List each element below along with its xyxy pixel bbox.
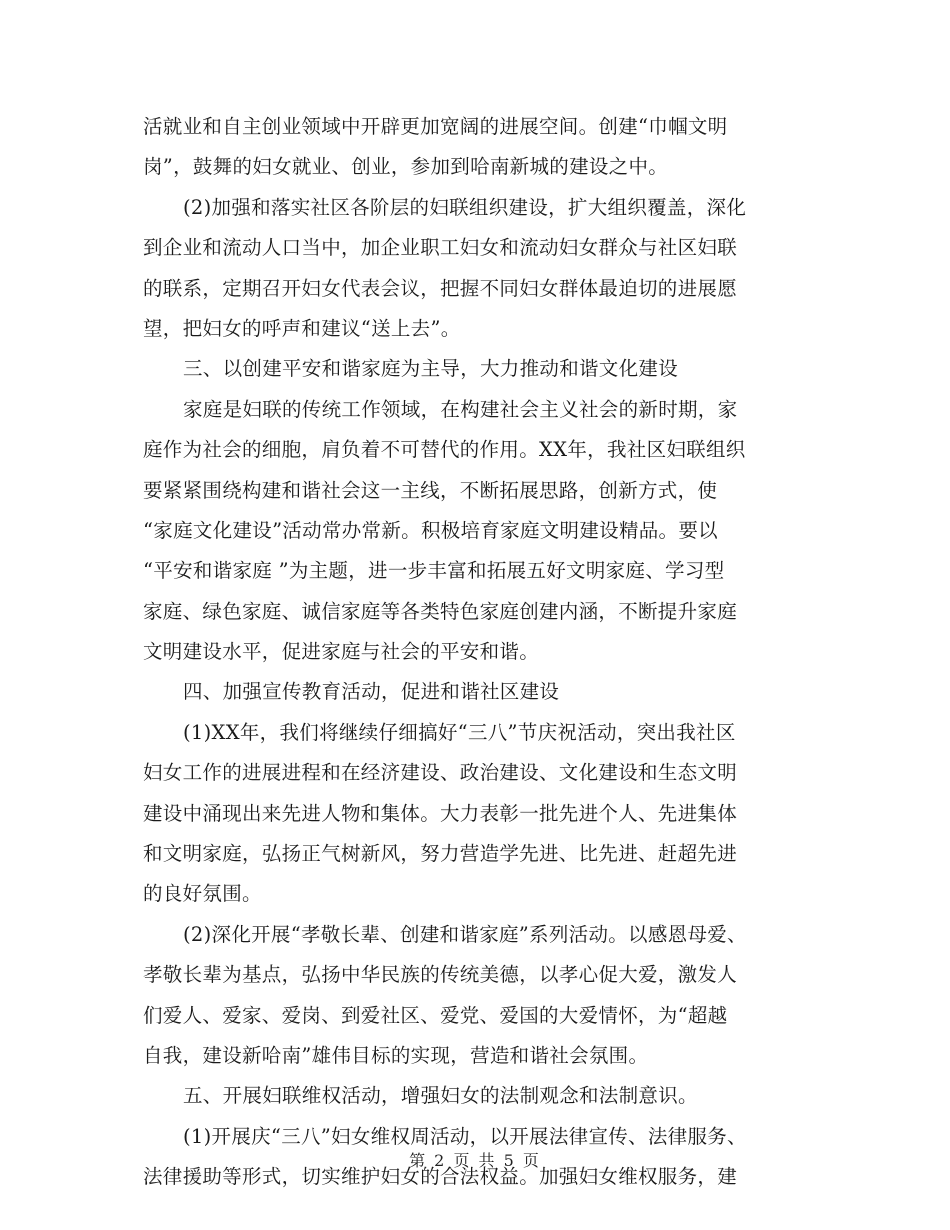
text-line: 家庭、绿色家庭、诚信家庭等各类特色家庭创建内涵，不断提升家庭 [143, 599, 738, 623]
text-line: 法律援助等形式，切实维护妇女的合法权益。加强妇女维权服务，建 [143, 1165, 738, 1189]
text-line: 自我，建设新哈南”雄伟目标的实现，营造和谐社会氛围。 [143, 1043, 649, 1067]
text-line: 文明建设水平，促进家庭与社会的平安和谐。 [143, 640, 540, 664]
text-line: 和文明家庭，弘扬正气树新风，努力营造学先进、比先进、赶超先进 [143, 842, 738, 866]
text-line: 们爱人、爱家、爱岗、到爱社区、爱党、爱国的大爱情怀，为“超越 [143, 1003, 728, 1027]
paragraph-start: 家庭是妇联的传统工作领域，在构建社会主义社会的新时期，家 [183, 397, 738, 421]
text-line: 到企业和流动人口当中，加企业职工妇女和流动妇女群众与社区妇联 [143, 236, 738, 260]
section-heading: 五、开展妇联维权活动，增强妇女的法制观念和法制意识。 [183, 1084, 698, 1108]
text-line: 孝敬长辈为基点，弘扬中华民族的传统美德，以孝心促大爱，激发人 [143, 963, 738, 987]
document-body [143, 107, 823, 1198]
text-line: “家庭文化建设”活动常办常新。积极培育家庭文明建设精品。要以 [143, 518, 718, 542]
paragraph-start: (1)XX年，我们将继续仔细搞好“三八”节庆祝活动，突出我社区 [183, 720, 736, 744]
text-line: “平安和谐家庭 ”为主题，进一步丰富和拓展五好文明家庭、学习型 [143, 559, 725, 583]
section-heading: 三、以创建平安和谐家庭为主导，大力推动和谐文化建设 [183, 357, 679, 381]
text-line: 妇女工作的进展进程和在经济建设、政治建设、文化建设和生态文明 [143, 761, 738, 785]
text-line: 的联系，定期召开妇女代表会议，把握不同妇女群体最迫切的进展愿 [143, 276, 738, 300]
paragraph-start: (2)深化开展“孝敬长辈、创建和谐家庭”系列活动。以感恩母爱、 [183, 922, 747, 946]
paragraph-start: (2)加强和落实社区各阶层的妇联组织建设，扩大组织覆盖，深化 [183, 195, 747, 219]
text-line: 庭作为社会的细胞，肩负着不可替代的作用。XX年，我社区妇联组织 [143, 438, 746, 462]
section-heading: 四、加强宣传教育活动，促进和谐社区建设 [183, 680, 560, 704]
text-line: 活就业和自主创业领域中开辟更加宽阔的进展空间。创建“巾帼文明 [143, 115, 728, 138]
text-line: 的良好氛围。 [143, 882, 262, 906]
text-line: 要紧紧围绕构建和谐社会这一主线，不断拓展思路，创新方式，使 [143, 478, 718, 502]
text-line: 岗”，鼓舞的妇女就业、创业，参加到哈南新城的建设之中。 [143, 155, 669, 179]
text-line: 建设中涌现出来先进人物和集体。大力表彰一批先进个人、先进集体 [143, 801, 738, 825]
page-number-footer: 第 2 页 共 5 页 [409, 1151, 541, 1170]
text-line: 望，把妇女的呼声和建议“送上去”。 [143, 316, 461, 340]
paragraph-start: (1)开展庆“三八”妇女维权周活动，以开展法律宣传、法律服务、 [183, 1124, 747, 1148]
